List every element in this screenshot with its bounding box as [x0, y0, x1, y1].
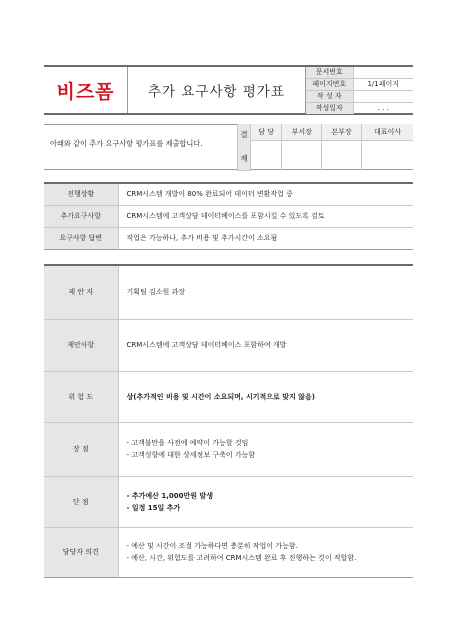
risk-value: 상(추가적인 비용 및 시간이 소요되며, 시기적으로 맞지 않음) [118, 371, 413, 422]
pros-line: - 고객불만을 사전에 예약이 가능할 것임 [126, 439, 249, 447]
proposal-label: 제안사항 [44, 319, 118, 371]
approval-sign-box [361, 140, 413, 170]
meta-value-author [353, 91, 413, 103]
meta-value-doc-number [353, 67, 413, 79]
approval-table [237, 124, 413, 171]
submission-text: 아래와 같이 추가 요구사항 평가표를 제출합니다. [50, 139, 203, 148]
status-value: CRM시스템 개발이 80% 완료되어 데이터 변환작업 중 [118, 183, 413, 205]
cons-line: - 일정 15일 추가 [126, 503, 181, 512]
pros-value [118, 422, 413, 476]
cons-label: 단 점 [44, 476, 118, 527]
proposer-label: 제 안 자 [44, 265, 118, 319]
status-table [44, 182, 413, 250]
meta-label-author: 작 성 자 [306, 91, 353, 103]
meta-value-date: . . . [377, 104, 389, 112]
proposal-value: CRM시스템에 고객상담 데이터베이스 포함하여 개발 [118, 319, 413, 371]
approval-role: 대표이사 [361, 124, 413, 140]
details-table [44, 264, 413, 578]
cons-value [118, 476, 413, 527]
approval-label: 결 재 [238, 124, 251, 170]
status-value: CRM시스템에 고객상담 데이터베이스를 포함시킬 수 있도록 검토 [118, 205, 413, 227]
approval-sign-box [251, 140, 282, 170]
meta-label-date: 작성일자 [306, 103, 353, 115]
company-logo: 비즈폼 [44, 67, 128, 113]
risk-label: 위 험 도 [44, 371, 118, 422]
meta-label-page-number: 페이지번호 [306, 79, 353, 91]
approval-role: 부서장 [282, 124, 322, 140]
approval-role: 담 당 [251, 124, 282, 140]
approval-sign-box [282, 140, 322, 170]
meta-label-doc-number: 문서번호 [306, 67, 353, 79]
opinion-label: 담당자 의견 [44, 527, 118, 577]
meta-value-page-number: 1/1페이지 [353, 79, 413, 91]
status-value: 작업은 가능하나, 추가 비용 및 추가시간이 소요됨 [126, 234, 278, 242]
cons-line: - 추가예산 1,000만원 발생 [126, 491, 213, 500]
opinion-line: - 예산 및 시간이 조절 가능하다면 충분히 작업이 가능함. [126, 542, 298, 550]
approval-sign-box [322, 140, 362, 170]
status-label: 추가요구사항 [44, 205, 118, 227]
status-label: 요구사항 답변 [44, 227, 118, 249]
approval-role: 본부장 [322, 124, 362, 140]
proposer-value: 기획팀 김소원 과장 [118, 265, 413, 319]
opinion-line: - 예산, 시간, 위험도를 고려하여 CRM시스템 완료 후 진행하는 것이 적합함. [126, 554, 357, 562]
document-meta-table [306, 67, 413, 114]
pros-label: 장 점 [44, 422, 118, 476]
opinion-value [118, 527, 413, 577]
document-title: 추가 요구사항 평가표 [128, 67, 306, 113]
pros-line: - 고객성향에 대한 상세정보 구축이 가능함 [126, 451, 256, 459]
status-label: 진행상황 [44, 183, 118, 205]
